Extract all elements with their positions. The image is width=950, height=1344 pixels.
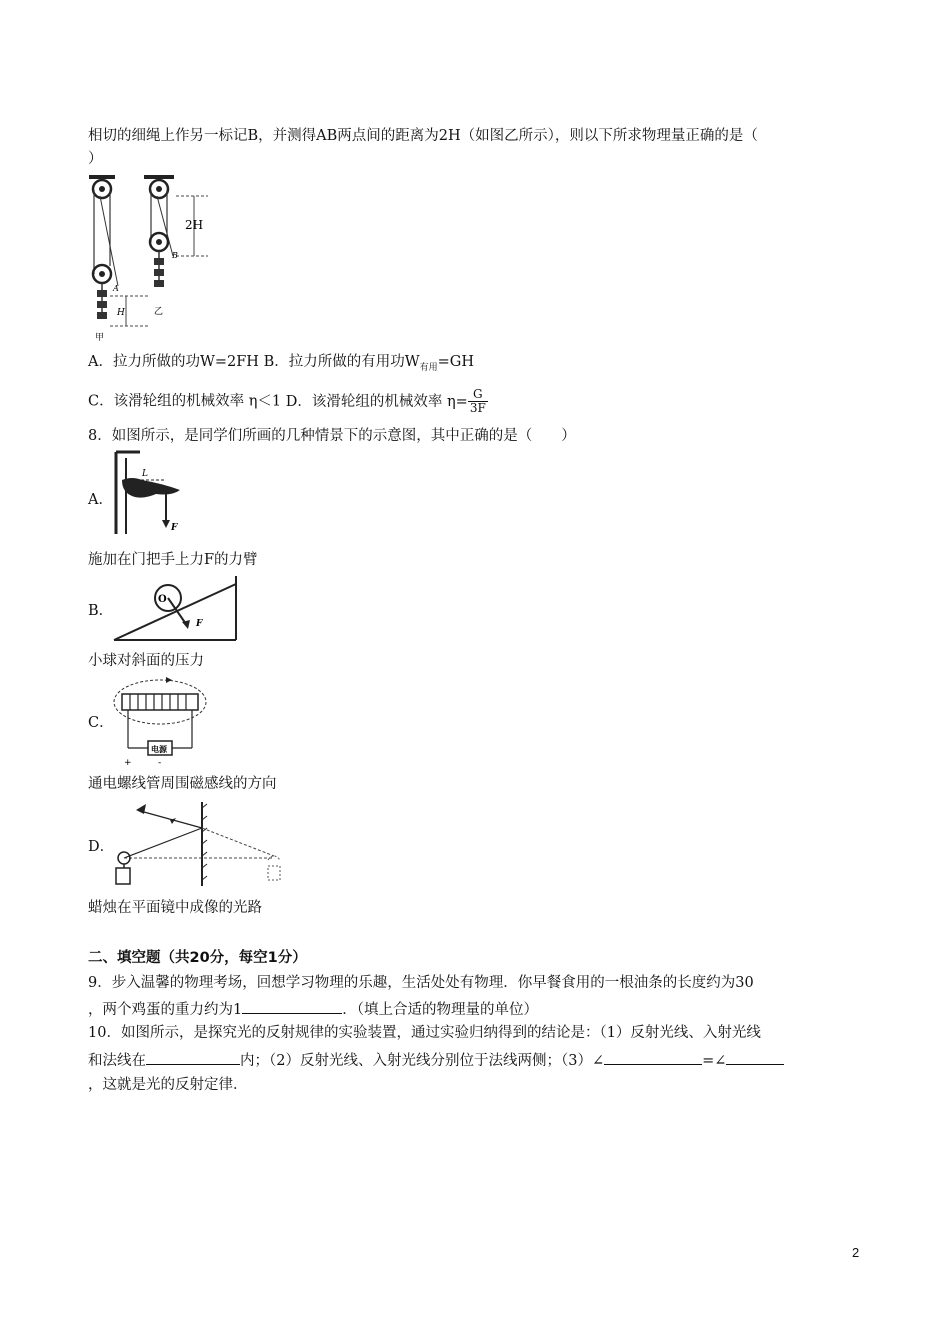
q8-option-c-caption: 通电螺线管周围磁感线的方向 xyxy=(88,776,277,792)
q7-option-b: B．拉力所做的有用功$W_{有用}=GH$ xyxy=(263,354,475,373)
q10-line3: ，这就是光的反射定律． xyxy=(88,1077,248,1093)
label-minus: - xyxy=(158,758,162,766)
q10-line1: 10．如图所示，是探究光的反射规律的实验装置，通过实验归纳得到的结论是：（1）反射光线、入射光线 xyxy=(88,1025,761,1041)
q8-option-a-caption: 施加在门把手上力F的力臂 xyxy=(88,552,258,568)
incline-figure xyxy=(112,574,240,644)
q7-stem-line1: 相切的细绳上作另一标记B，并测得AB两点间的距离为2H（如图乙所示），则以下所求物理量正确的是（ xyxy=(88,128,758,144)
q8-option-d-letter: D． xyxy=(88,839,115,855)
q8-option-b-caption: 小球对斜面的压力 xyxy=(88,653,204,669)
ceiling-jia xyxy=(89,175,115,179)
candle-icon xyxy=(116,868,130,884)
q7-options-cd xyxy=(88,388,488,415)
q8-option-b-letter: B． xyxy=(88,603,114,619)
q9-line2: ，两个鸡蛋的重力约为1 ．（填上合适的物理量的单位） xyxy=(88,998,538,1020)
label-l: L xyxy=(142,469,148,479)
q8-stem: 8．如图所示，是同学们所画的几种情景下的示意图，其中正确的是（ ） xyxy=(88,428,576,444)
q7-option-a: A．拉力所做的功W=2FH xyxy=(88,354,259,370)
q7-stem-line2: ） xyxy=(88,151,103,167)
mirror-figure xyxy=(110,800,282,890)
q10-blank-2[interactable] xyxy=(604,1049,702,1065)
page-number: 2 xyxy=(852,1245,860,1260)
solenoid-coil xyxy=(122,694,198,710)
pulley-figure xyxy=(86,174,216,344)
label-o: O xyxy=(158,594,167,605)
label-plus: + xyxy=(124,758,132,766)
q10-blank-3[interactable] xyxy=(726,1049,784,1065)
ceiling-yi xyxy=(144,175,174,179)
label-power: 电源 xyxy=(151,745,167,754)
q10-line2: 和法线在 内；（2）反射光线、入射光线分别位于法线两侧；（3）∠ =∠ xyxy=(88,1049,784,1071)
q7-options-ab xyxy=(88,352,474,378)
q8-option-a-letter: A． xyxy=(88,492,113,508)
label-a: A xyxy=(113,284,119,293)
q8-option-c-letter: C． xyxy=(88,715,114,731)
efficiency-fraction: $\frac{G}{3F}$ xyxy=(469,387,486,415)
label-h: H xyxy=(117,308,125,318)
q9-line1: 9．步入温馨的物理考场，回想学习物理的乐趣，生活处处有物理．你早餐食用的一根油条的长度约为30 xyxy=(88,975,754,991)
label-jia: 甲 xyxy=(95,333,105,343)
label-yi: 乙 xyxy=(154,307,164,317)
label-2h: 2H xyxy=(185,218,204,232)
q9-blank[interactable] xyxy=(242,998,342,1014)
q7-option-d: D．该滑轮组的机械效率 η= $\frac{G}{3F}$ xyxy=(285,387,486,415)
label-f-a: F xyxy=(171,523,178,533)
q8-option-d-caption: 蜡烛在平面镜中成像的光路 xyxy=(88,900,262,916)
q10-blank-1[interactable] xyxy=(146,1049,240,1065)
label-b: B xyxy=(172,251,178,260)
q7-option-c: C．该滑轮组的机械效率 η＜1 xyxy=(88,393,282,410)
label-f-b: F xyxy=(196,619,203,629)
section2-title: 二、填空题（共20分，每空1分） xyxy=(88,950,307,966)
door-handle-figure xyxy=(112,450,192,536)
solenoid-figure xyxy=(110,676,210,766)
